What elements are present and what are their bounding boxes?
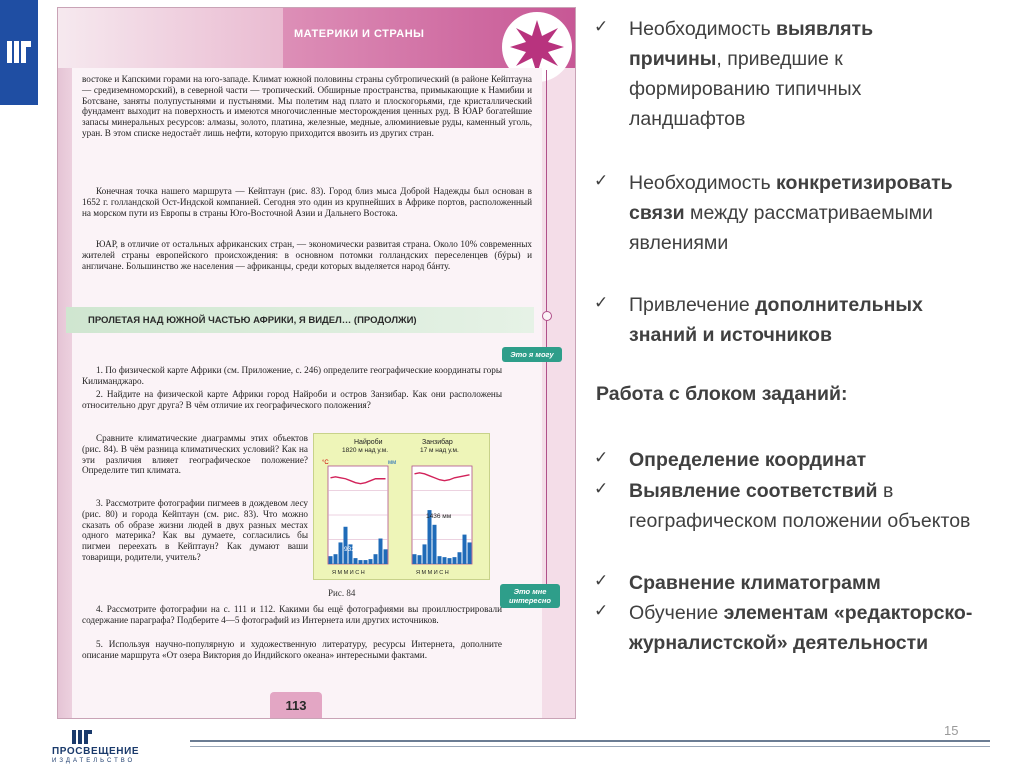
right-title: Занзибар <box>422 439 453 446</box>
precip-bar <box>359 560 363 564</box>
check-icon: ✓ <box>594 571 609 590</box>
question: 1. По физической карте Африки (см. Приложение, с. 246) определите географические координаты горы Килиманджаро. <box>82 365 502 386</box>
bullet-item <box>629 476 979 536</box>
bullet-text: , приведшие к формированию типичных ландшафтов <box>629 48 862 130</box>
bullet-text: Привлечение <box>629 294 756 316</box>
precip-bar <box>433 525 437 564</box>
paragraph: Конечная точка нашего маршрута — Кейптаун (рис. 83). Город близ мыса Доброй Надежды был основан в 1652 г. голландской Ост-Индской компанией. Сегодня это один из крупнейших в Африке портов, расположенный на морском пути из Европы в страны Юго-Восточной Азии и Дальнего Востока. <box>82 186 532 218</box>
tag-interesting: Это мне интересно <box>500 584 560 608</box>
bullet-item <box>629 14 959 134</box>
slide-number: 15 <box>944 723 959 738</box>
publisher-name: ПРОСВЕЩЕНИЕ <box>52 746 140 757</box>
left-title: Найроби <box>354 439 383 446</box>
months-left: Я М М И С Н <box>332 570 365 576</box>
bullet-item <box>629 290 989 350</box>
bullet-text: в географическом положении объектов <box>629 480 971 532</box>
bullet-bold: Определение координат <box>629 449 867 471</box>
check-icon: ✓ <box>594 293 609 312</box>
bullet-item <box>629 568 1009 598</box>
margin-dot <box>542 311 552 321</box>
precip-bar <box>468 542 472 564</box>
precip-bar <box>354 558 358 564</box>
bullet-text: Необходимость <box>629 18 777 40</box>
section-heading <box>66 307 534 333</box>
left-total: 932 мм <box>344 546 366 553</box>
precip-bar <box>453 557 457 564</box>
publisher-logo-bar <box>0 0 38 105</box>
bullet-item <box>629 598 999 658</box>
precip-bar <box>458 552 462 564</box>
check-icon: ✓ <box>594 479 609 498</box>
bullet-bold: дополнительных знаний и источников <box>629 294 923 346</box>
publisher-subtitle: ИЗДАТЕЛЬСТВО <box>52 758 136 764</box>
precip-bar <box>413 554 417 564</box>
months-right: Я М М И С Н <box>416 570 449 576</box>
precip-bar <box>379 539 383 564</box>
precip-bar <box>438 556 442 564</box>
right-total: 1436 мм <box>426 513 452 520</box>
check-icon: ✓ <box>594 17 609 36</box>
precip-bar <box>364 560 368 564</box>
precip-bar <box>334 554 338 564</box>
precip-bar <box>369 559 373 564</box>
temp-unit: °C <box>322 460 329 466</box>
check-icon: ✓ <box>594 171 609 190</box>
bullet-bold: конкретизировать связи <box>629 172 953 224</box>
precip-bar <box>384 549 388 564</box>
question: 5. Используя научно-популярную и художественную литературу, ресурсы Интернета, дополните описание маршрута «От озера Виктория до Индийского океана» интересными фактами. <box>82 639 502 660</box>
precip-bar <box>463 535 467 564</box>
bullet-text: между рассматриваемыми явлениями <box>629 202 933 254</box>
textbook-page <box>57 7 576 719</box>
page-number: 113 <box>270 692 322 719</box>
paragraph: ЮАР, в отличие от остальных африканских стран, — экономически развитая страна. Около 10% современных жителей страны европейского происхождения: в основном потомки голландских переселенцев (бýры) и англичане. Большинство же населения — африканцы, среди которых выделяется народ бáнту. <box>82 239 532 271</box>
figure-caption: Рис. 84 <box>328 588 356 598</box>
bullet-bold: элементам «редакторско-журналистской» деятельности <box>629 602 973 654</box>
question: Сравните климатические диаграммы этих объектов (рис. 84). В чём разница климатических условий? Как на эти различия влияет географическое положение? Определите тип климата. <box>82 433 308 476</box>
section-heading-text: ПРОЛЕТАЯ НАД ЮЖНОЙ ЧАСТЬЮ АФРИКИ, Я ВИДЕЛ… (ПРОДОЛЖИ) <box>88 315 417 326</box>
precip-bar <box>443 557 447 564</box>
right-subtitle: 17 м над у.м. <box>420 447 459 454</box>
precip-bar <box>448 558 452 564</box>
precip-bar <box>423 544 427 564</box>
precip-bar <box>374 554 378 564</box>
climate-diagrams <box>313 433 490 580</box>
check-icon: ✓ <box>594 601 609 620</box>
left-subtitle: 1820 м над у.м. <box>342 447 389 454</box>
check-icon: ✓ <box>594 448 609 467</box>
question: 3. Рассмотрите фотографии пигмеев в дождевом лесу (рис. 80) и города Кейптаун (см. рис. 83). Что можно сказать об образе жизни людей в двух разных местах одного материка? Как вы думаете, согласились бы пигмеи переехать в Кейптаун? Как думают ваши товарищи, родители, учитель? <box>82 498 308 562</box>
bullet-text: Обучение <box>629 602 724 624</box>
block-title: Работа с блоком заданий: <box>596 383 848 405</box>
bullet-text: Необходимость <box>629 172 777 194</box>
precip-bar <box>329 556 333 564</box>
climate-chart <box>314 434 489 579</box>
bullet-bold: выявлять причины <box>629 18 874 70</box>
paragraph: востоке и Капскими горами на юго-западе. Климат южной половины страны субтропический (в районе Кейптауна — средиземноморский), в северной части — тропический. Обширные пространства, примыкающие к Намибии и Ботсване, заняты полупустынями и пустынями. Мы полетим над плато и плоскогорьями, где кристаллический фундамент выходит на поверхность и имеются многочисленные месторождения ценных руд. В ЮАР богатейшие запасы минеральных ресурсов: алмазы, золото, платина, железные, медные, алюминиевые руды, каменный уголь, уран. В этом списке недостаёт лишь нефти, которую приходится ввозить из других стран. <box>82 74 532 138</box>
margin-rule <box>546 70 547 590</box>
bullet-bold: Выявление соответствий <box>629 480 878 502</box>
logo-icon <box>6 38 32 66</box>
footer-rule <box>190 740 990 742</box>
precip-bar <box>339 542 343 564</box>
bullet-bold: Сравнение климатограмм <box>629 572 881 594</box>
publisher-icon <box>52 728 112 746</box>
bullet-item <box>629 168 989 258</box>
page-header-title: МАТЕРИКИ И СТРАНЫ <box>294 28 425 40</box>
footer-rule <box>190 746 990 747</box>
bullet-item <box>629 445 1009 475</box>
question: 4. Рассмотрите фотографии на с. 111 и 112. Какими бы ещё фотографиями вы проиллюстрировали содержание параграфа? Подберите 4—5 фотографий из Интернета или других источников. <box>82 604 502 625</box>
precip-bar <box>418 555 422 564</box>
question: 2. Найдите на физической карте Африки город Найроби и остров Занзибар. Как они расположены относительно друг друга? В чём отличие их географического положения? <box>82 389 502 410</box>
precip-unit: мм <box>388 460 397 466</box>
tag-can: Это я могу <box>502 347 562 362</box>
